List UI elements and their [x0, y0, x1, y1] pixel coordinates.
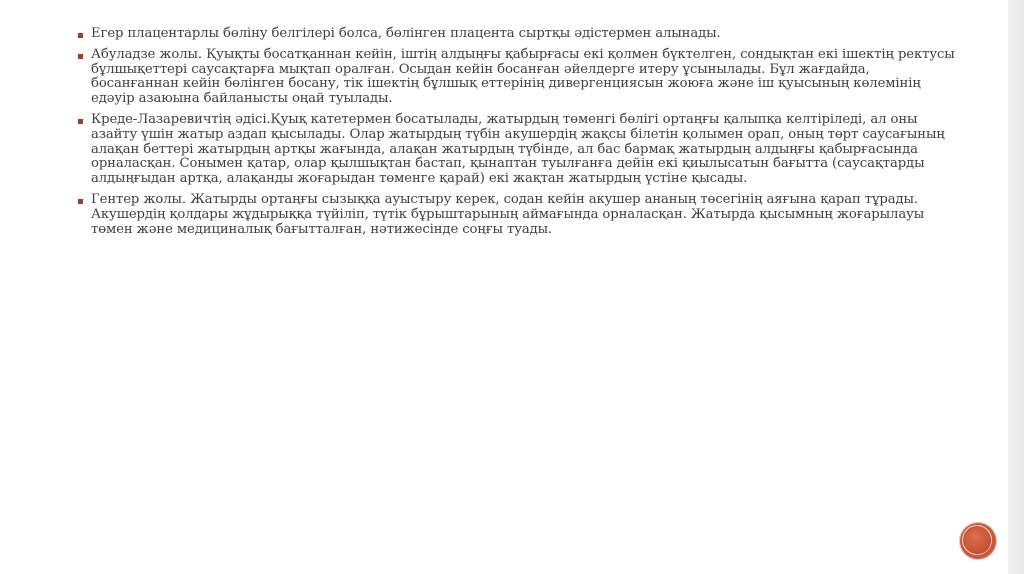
bullet-text: Абуладзе жолы. Қуықты босатқаннан кейін, іштің алдыңғы қабырғасы екі қолмен бүктелген, сондықтан екі ішектің ректусы бұлшықеттері саусақтарға мықтап оралған. Осыдан кейін босанған әйелдерге итеру ұсынылады. Бұл жағдайда, босанғаннан кейін бөлінген босану, тік ішектің бұлшық еттерінің дивергенциясын жоюға және іш қуысының көлемінің едәуір азаюына байланысты оңай туылады. [91, 46, 955, 107]
bullet-item [78, 113, 958, 187]
slide-content [78, 27, 958, 243]
nav-button-inner [965, 528, 991, 554]
bullet-item [78, 48, 958, 107]
bullet-square-icon [78, 199, 83, 204]
slide-nav-button[interactable] [959, 522, 997, 560]
bullet-item [78, 193, 958, 237]
bullet-item [78, 27, 958, 42]
bullet-text: Креде-Лазаревичтің әдісі.Қуық катетермен босатылады, жатырдың төменгі бөлігі ортаңғы қалыпқа келтіріледі, ал оны азайту үшін жатыр аздап қысылады. Олар жатырдың түбін акушердің жақсы білетін қолымен орап, оның төрт саусағының алақан беттері жатырдың артқы жағында, алақан жатырдың түбінде, ал бас бармақ жатырдың алдыңғы қабырғасында орналасқан. Сонымен қатар, олар қылшықтан бастап, қынаптан туылғанға дейін екі қиылысатын бағытта (саусақтарды алдыңғыдан артқа, алақанды жоғарыдан төменге қарай) екі жақтан жатырдың үстіне қысады. [91, 111, 945, 187]
bullet-square-icon [78, 54, 83, 59]
bullet-square-icon [78, 33, 83, 38]
bullet-text: Егер плацентарлы бөліну белгілері болса, бөлінген плацента сыртқы әдістермен алынады. [91, 26, 721, 41]
bullet-text: Гентер жолы. Жатырды ортаңғы сызыққа ауыстыру керек, содан кейін акушер ананың төсегінің аяғына қарап тұрады. Акушердің қолдары жұдырыққа түйіліп, түтік бұрыштарының аймағында орналасқан. Жатырда қысымның жоғарылауы төмен және медициналық бағытталған, нәтижесінде соңғы туады. [91, 191, 925, 237]
bullet-square-icon [78, 119, 83, 124]
slide-right-edge [1008, 0, 1024, 574]
